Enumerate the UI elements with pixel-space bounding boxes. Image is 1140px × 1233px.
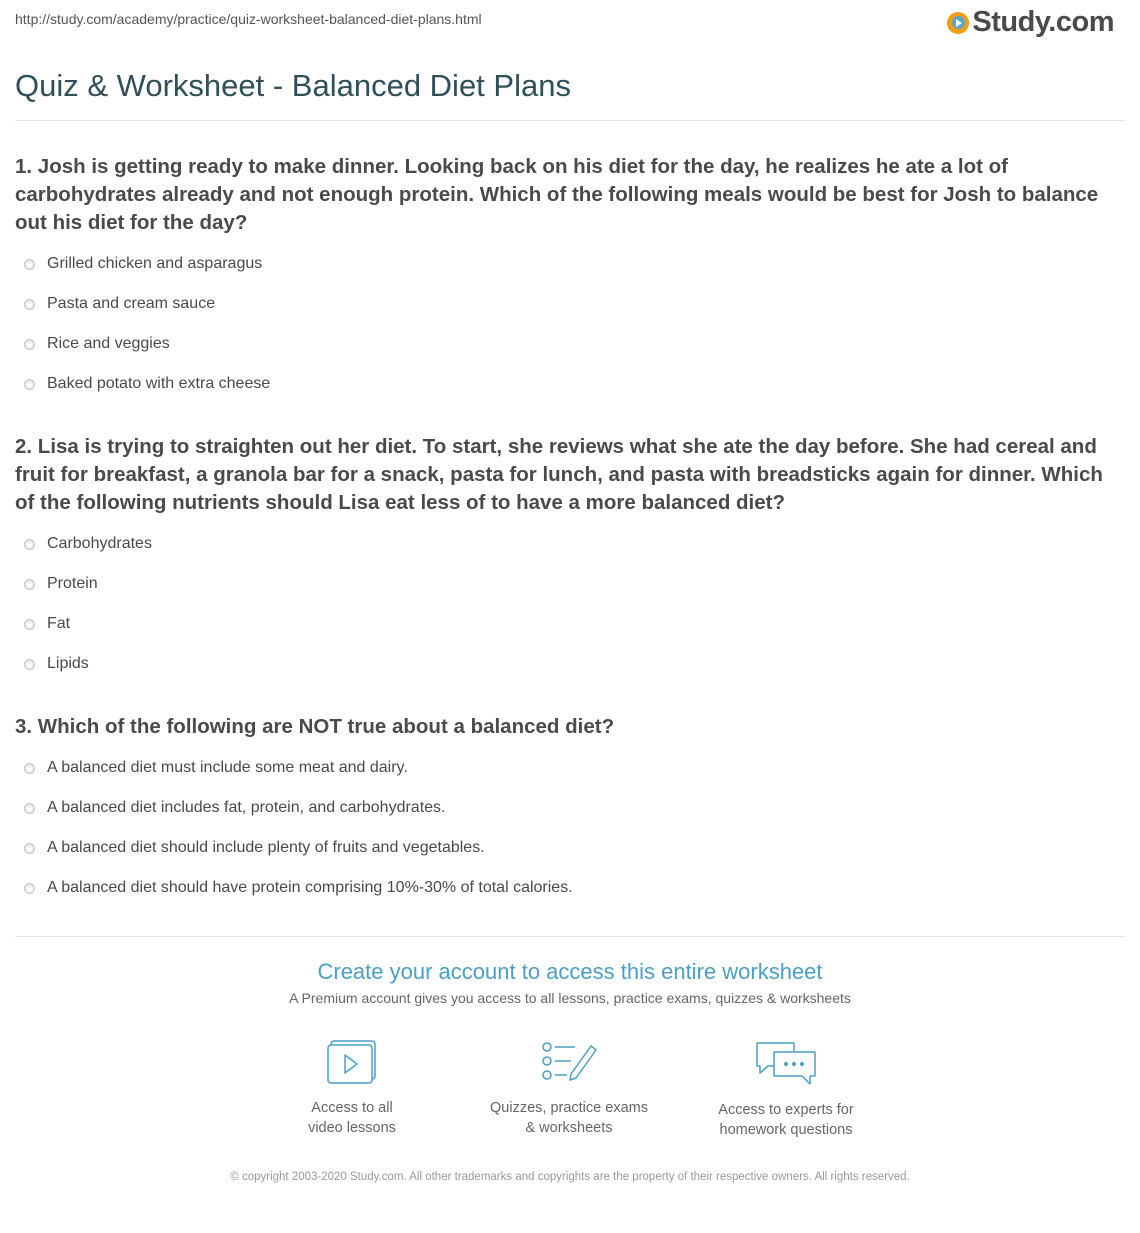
radio-button[interactable] bbox=[24, 659, 35, 670]
option-label: Rice and veggies bbox=[47, 335, 170, 352]
option-label: A balanced diet should include plenty of fruits and vegetables. bbox=[47, 839, 485, 856]
option-label: Protein bbox=[47, 575, 98, 592]
feature-line-2: homework questions bbox=[719, 1122, 853, 1138]
question-2-text: 2. Lisa is trying to straighten out her diet. To start, she reviews what she ate the day before. She had cereal and fruit for breakfast, a granola bar for a snack, pasta for lunch, and pasta with breadsticks again for dinner. Which of the following nutrients should Lisa eat less of to have a more balanced diet? bbox=[15, 435, 1103, 514]
radio-button[interactable] bbox=[24, 803, 35, 814]
question-1-option-1[interactable] bbox=[24, 255, 262, 273]
question-3-option-3[interactable] bbox=[24, 839, 485, 857]
create-account-link[interactable]: Create your account to access this entire worksheet bbox=[317, 959, 823, 984]
radio-button[interactable] bbox=[24, 843, 35, 854]
question-1-text: 1. Josh is getting ready to make dinner. Looking back on his diet for the day, he realizes he ate a lot of carbohydrates already and not enough protein. Which of the following meals would be best for Josh to balance out his diet for the day? bbox=[15, 155, 1099, 234]
question-2-option-3[interactable] bbox=[24, 615, 70, 633]
divider bbox=[15, 120, 1125, 121]
question-1-option-4[interactable] bbox=[24, 375, 270, 393]
radio-button[interactable] bbox=[24, 619, 35, 630]
radio-button[interactable] bbox=[24, 379, 35, 390]
page-url: http://study.com/academy/practice/quiz-worksheet-balanced-diet-plans.html bbox=[15, 11, 482, 27]
logo-text: Study.com bbox=[972, 6, 1114, 38]
feature-line-2: video lessons bbox=[308, 1120, 396, 1136]
radio-button[interactable] bbox=[24, 299, 35, 310]
question-3-option-1[interactable] bbox=[24, 759, 408, 777]
option-label: Fat bbox=[47, 615, 71, 632]
option-label: A balanced diet should have protein comprising 10%-30% of total calories. bbox=[47, 879, 573, 896]
feature-line-1: Quizzes, practice exams bbox=[490, 1100, 648, 1116]
question-1-option-2[interactable] bbox=[24, 295, 215, 313]
feature-line-1: Access to all bbox=[311, 1100, 393, 1116]
question-2-option-4[interactable] bbox=[24, 655, 89, 673]
feature-experts bbox=[686, 1040, 886, 1140]
radio-button[interactable] bbox=[24, 259, 35, 270]
feature-video-lessons bbox=[252, 1040, 452, 1138]
premium-subtitle: A Premium account gives you access to all lessons, practice exams, quizzes & worksheets bbox=[289, 990, 851, 1006]
option-label: Baked potato with extra cheese bbox=[47, 375, 271, 392]
option-label: Pasta and cream sauce bbox=[47, 295, 216, 312]
option-label: A balanced diet must include some meat and dairy. bbox=[47, 759, 408, 776]
page-title: Quiz & Worksheet - Balanced Diet Plans bbox=[15, 68, 571, 103]
question-1-option-3[interactable] bbox=[24, 335, 170, 353]
play-logo-icon bbox=[947, 12, 969, 34]
radio-button[interactable] bbox=[24, 339, 35, 350]
feature-line-2: & worksheets bbox=[525, 1120, 613, 1136]
divider bbox=[15, 936, 1125, 937]
option-label: Lipids bbox=[47, 655, 89, 672]
radio-button[interactable] bbox=[24, 883, 35, 894]
question-3-option-2[interactable] bbox=[24, 799, 445, 817]
checklist-icon bbox=[541, 1040, 597, 1084]
feature-line-1: Access to experts for bbox=[718, 1102, 854, 1118]
radio-button[interactable] bbox=[24, 579, 35, 590]
radio-button[interactable] bbox=[24, 763, 35, 774]
option-label: Carbohydrates bbox=[47, 535, 152, 552]
option-label: A balanced diet includes fat, protein, and carbohydrates. bbox=[47, 799, 446, 816]
question-2-option-2[interactable] bbox=[24, 575, 98, 593]
question-2-option-1[interactable] bbox=[24, 535, 152, 553]
question-3-text: 3. Which of the following are NOT true about a balanced diet? bbox=[15, 715, 615, 738]
chat-icon bbox=[754, 1040, 818, 1086]
radio-button[interactable] bbox=[24, 539, 35, 550]
feature-quizzes bbox=[469, 1040, 669, 1138]
option-label: Grilled chicken and asparagus bbox=[47, 255, 263, 272]
copyright-footer: © copyright 2003-2020 Study.com. All other trademarks and copyrights are the property of their respective owners. All rights reserved. bbox=[230, 1171, 910, 1183]
question-3-option-4[interactable] bbox=[24, 879, 573, 897]
study-logo[interactable] bbox=[947, 6, 1114, 39]
video-icon bbox=[326, 1040, 378, 1084]
